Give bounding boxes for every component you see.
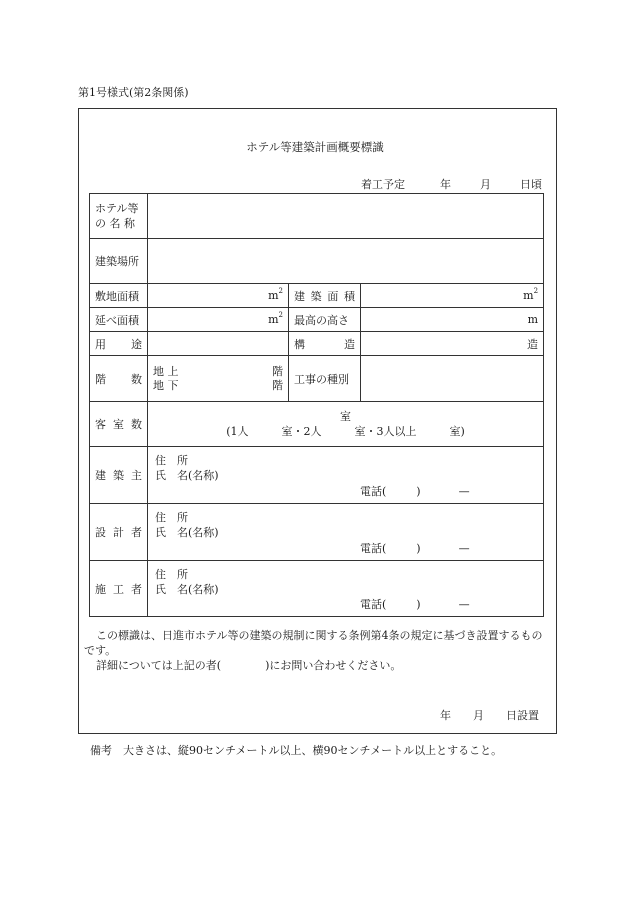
phone-dash: — (458, 485, 470, 498)
site-value-cell (148, 239, 544, 284)
use-label: 用途 (90, 332, 148, 356)
set-month-label: 月 (473, 709, 484, 722)
floors-below-label: 地 下 (153, 378, 179, 392)
party-contractor-cell (148, 561, 544, 617)
unit-sqm-sup: 2 (278, 287, 283, 295)
overview-table (89, 193, 544, 617)
floors-above-row (153, 365, 283, 379)
floors-above-unit: 階 (272, 364, 283, 378)
phone-close: ) (416, 485, 421, 498)
table-row (90, 561, 544, 617)
start-month-label: 月 (480, 178, 491, 191)
structure-unit: 造 (527, 337, 539, 351)
remark: 備考 大きさは、縦90センチメートル以上、横90センチメートル以上とすること。 (90, 744, 503, 757)
party-contractor-fields (155, 567, 219, 597)
party-name-label: 氏 名(名称) (155, 583, 219, 596)
max-height-label: 最高の高さ (289, 308, 361, 332)
set-day-label: 日設置 (506, 709, 539, 722)
table-row (90, 402, 544, 447)
table-row (90, 332, 544, 356)
rooms-total-unit: 室 (340, 410, 352, 423)
party-name-label: 氏 名(名称) (155, 469, 219, 482)
unit-sqm-sup: 2 (533, 287, 539, 295)
name-label-cell (90, 194, 148, 239)
building-area-label: 建築面積 (289, 284, 361, 308)
form-label: 第1号様式(第2条関係) (78, 86, 189, 99)
party-label-owner: 建築主 (90, 447, 148, 504)
table-row (90, 194, 544, 239)
table-row (90, 308, 544, 332)
start-day-label: 日頃 (520, 178, 542, 191)
phone-close: ) (416, 542, 421, 555)
party-owner-phone (360, 483, 470, 499)
party-address-label: 住 所 (155, 454, 188, 467)
table-row (90, 447, 544, 504)
set-date (440, 707, 539, 723)
phone-dash: — (458, 598, 470, 611)
unit-sqm: m (523, 289, 534, 302)
floors-value-cell (148, 356, 289, 402)
party-designer-fields (155, 510, 219, 540)
name-value-cell (148, 194, 544, 239)
work-type-label: 工事の種別 (289, 356, 361, 402)
party-contractor-phone (360, 596, 470, 612)
party-designer-cell (148, 504, 544, 561)
notice-text: この標識は、日進市ホテル等の建築の規制に関する条例第4条の規定に基づき設置するものです。 (84, 629, 543, 657)
building-area-value-cell (361, 284, 544, 308)
floors-label: 階数 (90, 356, 148, 402)
work-type-value-cell (361, 356, 544, 402)
party-owner-cell (148, 447, 544, 504)
unit-meter: m (527, 313, 539, 326)
max-height-value-cell (361, 308, 544, 332)
party-label-designer: 設計者 (90, 504, 148, 561)
unit-sqm: m (268, 313, 279, 326)
floors-below-row (153, 379, 283, 393)
phone-close: ) (416, 598, 421, 611)
table-row (90, 356, 544, 402)
phone-label: 電話( (360, 485, 387, 498)
unit-sqm: m (268, 289, 279, 302)
party-owner-fields (155, 453, 219, 483)
floors-below-unit: 階 (272, 378, 283, 392)
party-address-label: 住 所 (155, 568, 188, 581)
structure-value-cell (361, 332, 544, 356)
start-schedule-label: 着工予定 (361, 178, 405, 191)
unit-sqm-sup: 2 (278, 311, 283, 319)
phone-dash: — (458, 542, 470, 555)
document-title: ホテル等建築計画概要標識 (246, 140, 384, 154)
floors-above-label: 地 上 (153, 364, 179, 378)
table-row (90, 284, 544, 308)
contact-notice: 詳細については上記の者( )にお問い合わせください。 (96, 659, 402, 672)
set-year-label: 年 (440, 709, 451, 722)
site-label: 建築場所 (90, 239, 148, 284)
rooms-breakdown: (1人 室・2人 室・3人以上 室) (226, 425, 465, 438)
floor-area-value-cell (148, 308, 289, 332)
lot-area-value-cell (148, 284, 289, 308)
use-value-cell (148, 332, 289, 356)
party-label-contractor: 施工者 (90, 561, 148, 617)
party-designer-phone (360, 540, 470, 556)
name-label-line-2: の 名 称 (95, 217, 135, 230)
table-row (90, 504, 544, 561)
party-address-label: 住 所 (155, 511, 188, 524)
rooms-label: 客室数 (90, 402, 148, 447)
floor-area-label: 延べ面積 (90, 308, 148, 332)
name-label-line-1: ホテル等 (95, 202, 139, 215)
start-schedule (361, 176, 542, 192)
phone-label: 電話( (360, 542, 387, 555)
party-name-label: 氏 名(名称) (155, 526, 219, 539)
structure-label: 構造 (289, 332, 361, 356)
phone-label: 電話( (360, 598, 387, 611)
table-row (90, 239, 544, 284)
lot-area-label: 敷地面積 (90, 284, 148, 308)
rooms-value-cell (148, 402, 544, 447)
start-year-label: 年 (440, 178, 451, 191)
